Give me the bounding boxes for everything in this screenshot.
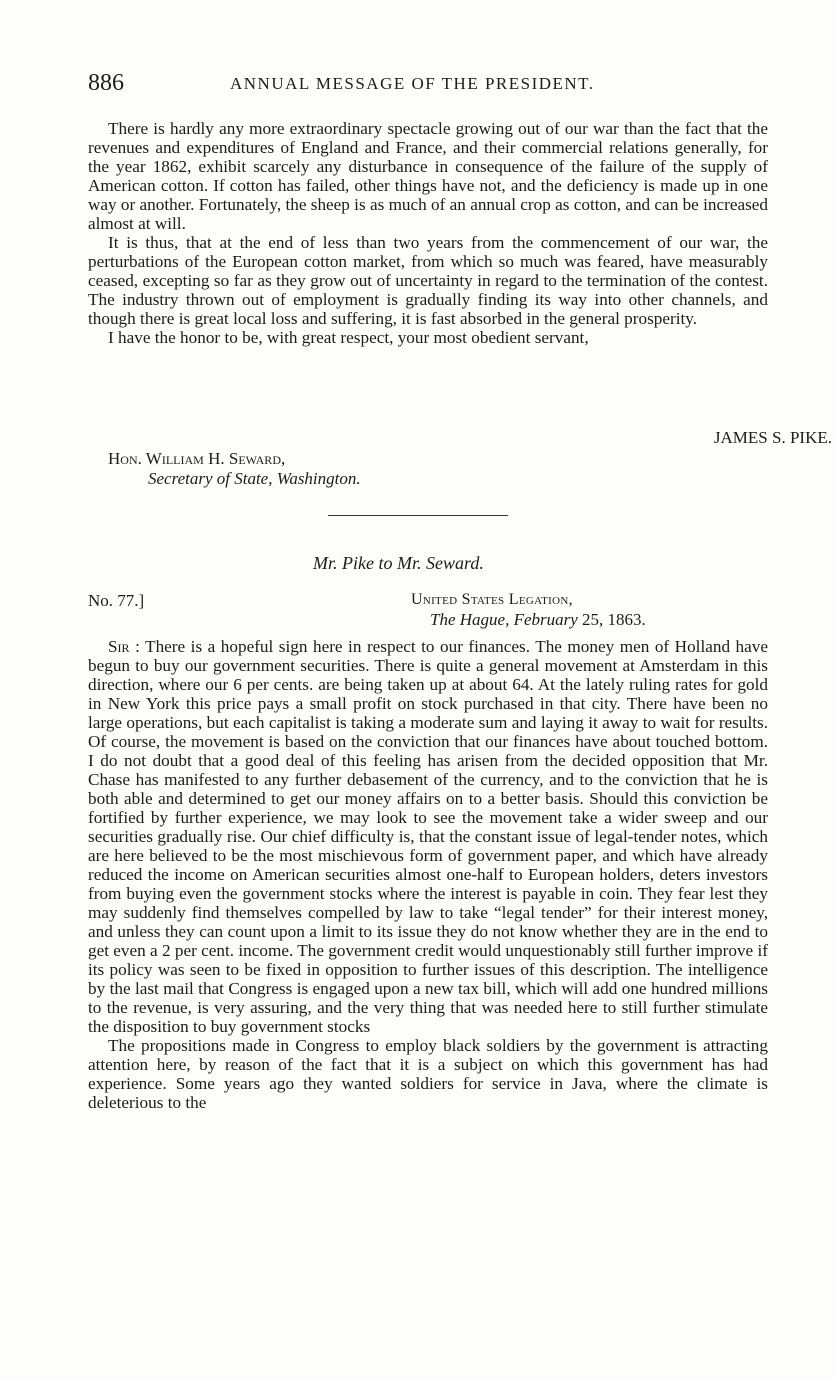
- legation-heading: United States Legation,: [411, 591, 573, 608]
- letter-number: No. 77.]: [88, 591, 145, 610]
- section-divider: [328, 515, 508, 516]
- running-title: ANNUAL MESSAGE OF THE PRESIDENT.: [230, 74, 595, 93]
- previous-letter-body: [88, 119, 768, 347]
- date-rest: 25, 1863.: [582, 610, 646, 629]
- paragraph-cotton-market: It is thus, that at the end of less than two years from the commencement of our war, the perturbations of the European cotton market, from which so much was feared, have measurably ceased, excepting so far as they grow out of uncertainty in regard to the termination of the contest. The industry thrown out of employment is gradually finding its way into other channels, and though there is great local loss and suffering, it is fast absorbed in the general prosperity.: [88, 233, 768, 328]
- salutation: Sir :: [108, 637, 140, 656]
- next-letter-body: [88, 637, 768, 1112]
- date-month: February: [513, 610, 578, 629]
- page-header: [88, 70, 768, 100]
- place-date: [430, 610, 646, 630]
- signature: JAMES S. PIKE.: [713, 428, 832, 447]
- letter-title: Mr. Pike to Mr. Seward.: [313, 553, 484, 573]
- paragraph-finances-text: There is a hopeful sign here in respect to our finances. The money men of Holland have begun to buy our government securities. There is quite a general movement at Amsterdam in this direction, where our 6 per cents. are being taken up at about 64. At the lately ruling rates for gold in New York this price pays a small profit on stock purchased in that city. There have been no large operations, but each capitalist is taking a moderate sum and laying it away to wait for results. Of course, the movement is based on the conviction that our finances have about touched bottom. I do not doubt that a good deal of this feeling has arisen from the decided opposition that Mr. Chase has manifested to any further debasement of the currency, and to the conviction that he is both able and determined to get our money affairs on to a better basis. Should this conviction be fortified by further experience, we may look to see the movement take a wider sweep and our securities gradually rise. Our chief difficulty is, that the constant issue of legal-tender notes, which are here believed to be the most mischievous form of government paper, and which have already reduced the income on American securities almost one-half to European holders, deters investors from buying even the government stocks where the interest is payable in coin. They fear lest they may suddenly find themselves compelled by law to take “legal tender” for their interest money, and unless they can count upon a limit to its issue they do not know whether they are in the end to get even a 2 per cent. income. The government credit would unquestionably still further improve if its policy was seen to be fixed in opposition to further issues of this description. The intelligence by the last mail that Congress is engaged upon a new tax bill, which will add one hundred millions to the revenue, is very assuring, and the very thing that was needed here to still further stimulate the disposition to buy government stocks: [88, 637, 768, 1036]
- paragraph-black-soldiers: The propositions made in Congress to employ black soldiers by the government is attracting attention here, by reason of the fact that it is a subject on which this government has had experience. Some years ago they wanted soldiers for service in Java, where the climate is deleterious to the: [88, 1036, 768, 1112]
- paragraph-closing: I have the honor to be, with great respect, your most obedient servant,: [108, 328, 589, 347]
- addressee-title: Secretary of State, Washington.: [148, 469, 361, 488]
- addressee-name: Hon. William H. Seward,: [108, 449, 286, 468]
- paragraph-finances: [88, 637, 768, 1036]
- paragraph-cotton-spectacle: There is hardly any more extraordinary spectacle growing out of our war than the fact that the revenues and expenditures of England and France, and their commercial relations generally, for the year 1862, exhibit scarcely any disturbance in consequence of the failure of the supply of American cotton. If cotton has failed, other things have not, and the deficiency is made up in one way or another. Fortunately, the sheep is as much of an annual crop as cotton, and can be increased almost at will.: [88, 119, 768, 233]
- place: The Hague,: [430, 610, 510, 629]
- page-number: 886: [88, 70, 124, 96]
